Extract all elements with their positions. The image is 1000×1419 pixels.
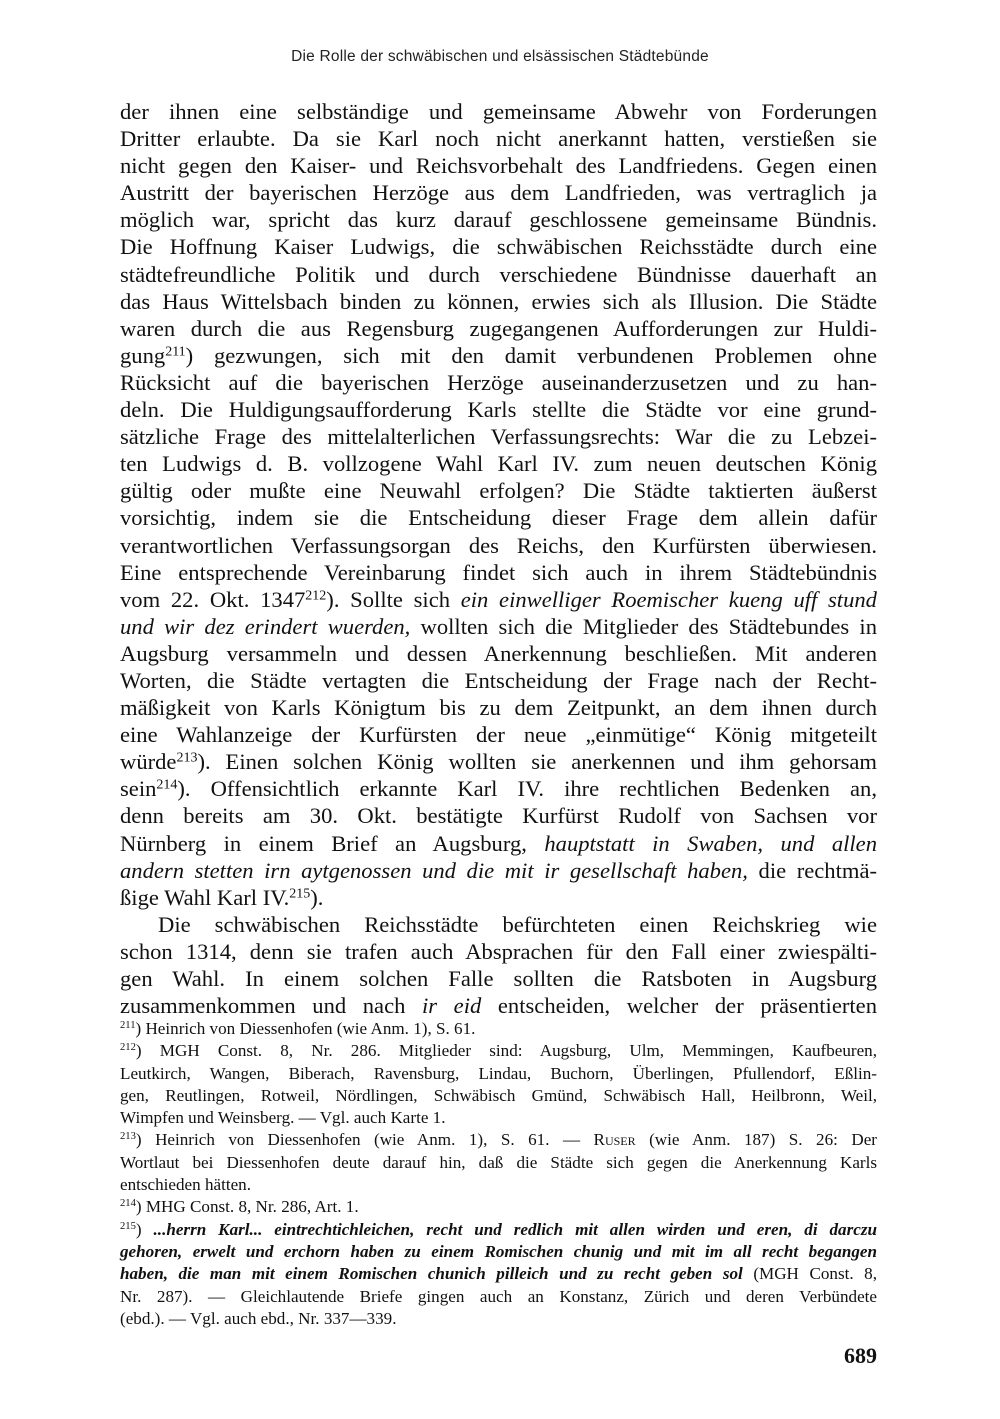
footnote-line: Leutkirch, Wangen, Biberach, Ravensburg, Lindau, Buchorn, Überlingen, Pfullendorf, Eßlin- bbox=[120, 1063, 877, 1083]
text-line: Rücksicht auf die bayerischen Herzöge auseinanderzusetzen und zu han- bbox=[120, 369, 877, 395]
footnote-line: $^{213}$) Heinrich von Diessenhofen (wie Anm. 1), S. 61. — Ruser (wie Anm. 187) S. 26: Der bbox=[120, 1130, 877, 1150]
footnote-line: entschieden hätten. bbox=[120, 1175, 251, 1195]
text-line: Die Hoffnung Kaiser Ludwigs, die schwäbischen Reichsstädte durch eine bbox=[120, 234, 877, 260]
footnote-number: 213 bbox=[120, 1131, 136, 1143]
text-line: nicht gegen den Kaiser- und Reichsvorbehalt des Landfriedens. Gegen einen bbox=[120, 153, 877, 179]
text-line: sein$^{214}$). Offensichtlich erkannte Karl IV. ihre rechtlichen Bedenken an, bbox=[120, 776, 877, 802]
author-name: Ruser bbox=[593, 1130, 636, 1150]
text-line: waren durch die aus Regensburg zugegangenen Aufforderungen zur Huldi- bbox=[120, 315, 877, 341]
text-line: und wir dez erindert wuerden, wollten sich die Mitglieder des Städtebundes in bbox=[120, 613, 877, 639]
text-line: Augsburg versammeln und dessen Anerkennung beschließen. Mit anderen bbox=[120, 640, 877, 666]
text-line: gung$^{211}$) gezwungen, sich mit den damit verbundenen Problemen ohne bbox=[120, 342, 877, 368]
footnote-number: 215 bbox=[120, 1220, 136, 1232]
text-line: Nürnberg in einem Brief an Augsburg, hauptstatt in Swaben, und allen bbox=[120, 830, 877, 856]
footnote-line: haben, die man mit einem Romischen chunich pilleich und zu recht geben sol (MGH Const. 8, bbox=[120, 1264, 877, 1284]
footnote-ref[interactable]: 215 bbox=[289, 886, 311, 902]
text-line: ten Ludwigs d. B. vollzogene Wahl Karl IV. zum neuen deutschen König bbox=[120, 451, 877, 477]
footnote-line: $^{215}$) ...herrn Karl... eintrechtichleichen, recht und redlich mit allen wirden und eren, di darczu bbox=[120, 1219, 877, 1239]
footnote-ref[interactable]: 211 bbox=[165, 344, 186, 360]
text-line: der ihnen eine selbständige und gemeinsame Abwehr von Forderungen bbox=[120, 99, 877, 124]
footnote-213 bbox=[120, 1129, 877, 1196]
text-line: andern stetten irn aytgenossen und die mit ir gesellschaft haben, die rechtmä- bbox=[120, 857, 877, 883]
footnote-215 bbox=[120, 1219, 877, 1330]
footnote-214 bbox=[120, 1196, 877, 1218]
footnote-line: Wortlaut bei Diessenhofen deute darauf hin, daß die Städte sich gegen die Anerkennung Karls bbox=[120, 1152, 877, 1172]
text-line: schon 1314, denn sie trafen auch Absprachen für den Fall einer zwiespälti- bbox=[120, 938, 877, 964]
text-line: zusammenkommen und nach ir eid entscheiden, welcher der präsentierten bbox=[120, 993, 877, 1019]
text-line: mäßigkeit von Karls Königtum bis zu dem Zeitpunkt, an dem ihnen durch bbox=[120, 695, 877, 721]
text-line: gen Wahl. In einem solchen Falle sollten die Ratsboten in Augsburg bbox=[120, 966, 877, 991]
footnote-number: 212 bbox=[120, 1042, 136, 1054]
main-text bbox=[120, 98, 877, 1019]
text-line: möglich war, spricht das kurz darauf geschlossene gemeinsame Bündnis. bbox=[120, 207, 877, 233]
text-line: gültig oder mußte eine Neuwahl erfolgen? Die Städte taktierten äußerst bbox=[120, 478, 877, 504]
footnote-211 bbox=[120, 1018, 877, 1040]
text-line: vom 22. Okt. 1347$^{212}$). Sollte sich ein einwelliger Roemischer kueng uff stund bbox=[120, 586, 877, 612]
text-line: Austritt der bayerischen Herzöge aus dem Landfrieden, was vertraglich ja bbox=[120, 180, 877, 206]
footnote-ref[interactable]: 213 bbox=[176, 750, 198, 766]
page-number: 689 bbox=[844, 1343, 877, 1368]
text-line: Dritter erlaubte. Da sie Karl noch nicht anerkannt hatten, verstießen sie bbox=[120, 126, 877, 152]
footnote-number: 214 bbox=[120, 1198, 136, 1210]
footnote-ref[interactable]: 212 bbox=[305, 587, 327, 603]
footnote-line: $^{212}$) MGH Const. 8, Nr. 286. Mitglieder sind: Augsburg, Ulm, Memmingen, Kaufbeuren, bbox=[120, 1041, 877, 1061]
text-line: denn bereits am 30. Okt. bestätigte Kurfürst Rudolf von Sachsen vor bbox=[120, 803, 877, 829]
footnote-212 bbox=[120, 1040, 877, 1129]
text-line: Eine entsprechende Vereinbarung findet sich auch in ihrem Städtebündnis bbox=[120, 559, 877, 585]
footnote-line: Nr. 287). — Gleichlautende Briefe gingen auch an Konstanz, Zürich und deren Verbündete bbox=[120, 1286, 877, 1306]
text-line: deln. Die Huldigungsaufforderung Karls stellte die Städte vor eine grund- bbox=[120, 397, 877, 423]
text-line: verantwortlichen Verfassungsorgan des Reichs, den Kurfürsten überwiesen. bbox=[120, 532, 877, 558]
footnote-line: $^{214}$) MHG Const. 8, Nr. 286, Art. 1. bbox=[120, 1197, 359, 1217]
footnote-line: Wimpfen und Weinsberg. — Vgl. auch Karte 1. bbox=[120, 1108, 446, 1128]
footnote-number: 211 bbox=[120, 1020, 136, 1032]
text-line: das Haus Wittelsbach binden zu können, erwies sich als Illusion. Die Städte bbox=[120, 288, 877, 314]
footnote-line: $^{211}$) Heinrich von Diessenhofen (wie Anm. 1), S. 61. bbox=[120, 1019, 476, 1038]
footnotes bbox=[120, 1018, 877, 1330]
text-line: würde$^{213}$). Einen solchen König wollten sie anerkennen und ihm gehorsam bbox=[120, 749, 877, 775]
footnote-line: (ebd.). — Vgl. auch ebd., Nr. 337—339. bbox=[120, 1308, 397, 1328]
text-line: vorsichtig, indem sie die Entscheidung dieser Frage dem allein dafür bbox=[120, 505, 877, 531]
footnote-line: gehoren, erwelt und erchorn haben zu einem Romischen chunig und mit im all recht begangen bbox=[120, 1241, 877, 1261]
text-line: Worten, die Städte vertagten die Entscheidung der Frage nach der Recht- bbox=[120, 667, 877, 693]
footnote-line: gen, Reutlingen, Rotweil, Nördlingen, Schwäbisch Gmünd, Schwäbisch Hall, Heilbronn, Weil, bbox=[120, 1085, 877, 1105]
text-line: eine Wahlanzeige der Kurfürsten der neue „einmütige“ König mitgeteilt bbox=[120, 722, 877, 748]
footnote-ref[interactable]: 214 bbox=[156, 777, 178, 793]
text-line: sätzliche Frage des mittelalterlichen Verfassungsrechts: War die zu Lebzei- bbox=[120, 424, 877, 450]
text-line: städtefreundliche Politik und durch verschiedene Bündnisse dauerhaft an bbox=[120, 261, 877, 287]
text-line: Die schwäbischen Reichsstädte befürchteten einen Reichskrieg wie bbox=[158, 911, 877, 937]
running-header: Die Rolle der schwäbischen und elsässischen Städtebünde bbox=[291, 48, 709, 65]
text-line: ßige Wahl Karl IV.$^{215}$). bbox=[120, 884, 324, 910]
